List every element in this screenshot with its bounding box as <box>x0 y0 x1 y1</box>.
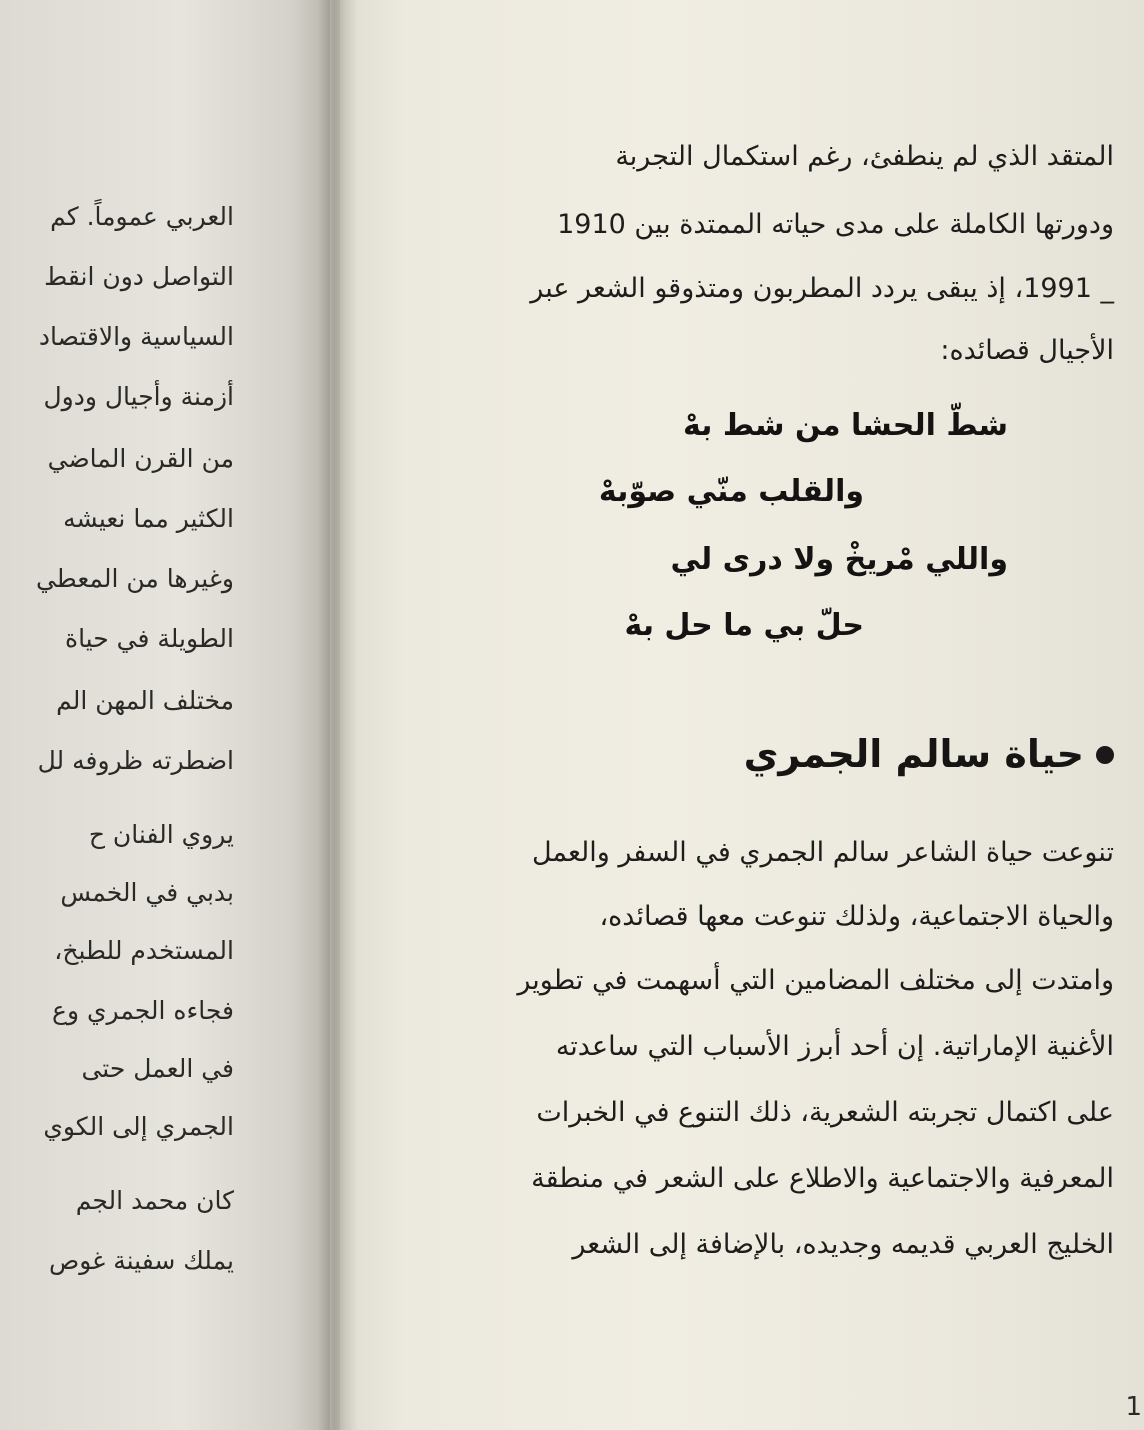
left-line: المستخدم للطبخ، <box>54 936 234 965</box>
body-line: على اكتمال تجربته الشعرية، ذلك التنوع في الخبرات <box>536 1097 1114 1128</box>
verse-line: واللي مْريخْ ولا درى لي <box>670 542 1008 577</box>
left-line: وغيرها من المعطي <box>35 564 234 593</box>
left-line: الكثير مما نعيشه <box>63 504 234 533</box>
left-line: يملك سفينة غوص <box>49 1246 234 1275</box>
left-page <box>0 0 330 1430</box>
intro-line: _ 1991، إذ يبقى يردد المطربون ومتذوقو الشعر عبر <box>530 273 1114 304</box>
body-line: الخليج العربي قديمه وجديده، بالإضافة إلى الشعر <box>572 1229 1114 1260</box>
left-line: كان محمد الجم <box>75 1186 234 1215</box>
body-line: تنوعت حياة الشاعر سالم الجمري في السفر والعمل <box>531 837 1114 868</box>
body-line: المعرفية والاجتماعية والاطلاع على الشعر في منطقة <box>531 1163 1114 1194</box>
left-line: في العمل حتى <box>81 1054 234 1083</box>
body-line: الأغنية الإماراتية. إن أحد أبرز الأسباب التي ساعدته <box>555 1031 1114 1062</box>
left-line: فجاءه الجمري وع <box>52 996 234 1025</box>
left-line: العربي عموماً. كم <box>50 202 234 231</box>
section-heading: حياة سالم الجمري <box>743 732 1084 776</box>
left-line: السياسية والاقتصاد <box>38 322 234 351</box>
left-line: اضطرته ظروفه لل <box>37 746 234 775</box>
left-line: يروي الفنان ح <box>88 820 234 849</box>
left-line: بدبي في الخمس <box>60 878 234 907</box>
left-line: التواصل دون انقط <box>44 262 234 291</box>
left-line: من القرن الماضي <box>47 444 234 473</box>
intro-line: ودورتها الكاملة على مدى حياته الممتدة بين 1910 <box>557 209 1114 240</box>
left-line: الطويلة في حياة <box>64 624 234 653</box>
left-line: الجمري إلى الكوي <box>43 1112 234 1141</box>
page-number: 1 <box>1125 1392 1142 1422</box>
intro-line: الأجيال قصائده: <box>940 335 1114 366</box>
body-line: والحياة الاجتماعية، ولذلك تنوعت معها قصائده، <box>599 901 1114 932</box>
left-line: مختلف المهن الم <box>56 686 234 715</box>
body-line: وامتدت إلى مختلف المضامين التي أسهمت في تطوير <box>517 965 1114 996</box>
verse-line: حلّ بي ما حل بهْ <box>624 608 864 643</box>
book-gutter <box>318 0 358 1430</box>
bullet-icon <box>1096 746 1114 764</box>
intro-line: المتقد الذي لم ينطفئ، رغم استكمال التجربة <box>615 141 1114 172</box>
right-page <box>340 0 1144 1430</box>
left-line: أزمنة وأجيال ودول <box>43 382 234 411</box>
verse-line: شطّ الحشا من شط بهْ <box>682 408 1008 443</box>
verse-line: والقلب منّي صوّبهْ <box>598 474 864 509</box>
